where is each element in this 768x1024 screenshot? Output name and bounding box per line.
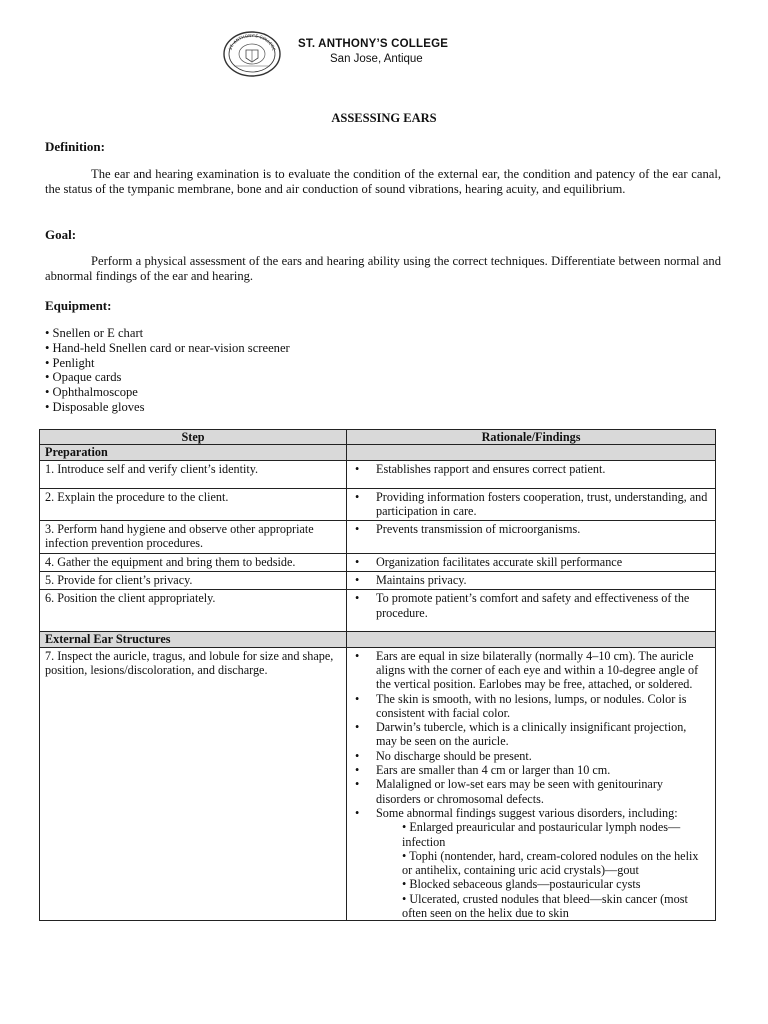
list-item: • Penlight xyxy=(45,355,95,370)
rationale-cell: • To promote patient’s comfort and safety and effectiveness of the procedure. xyxy=(352,591,710,620)
finding-item: • Ears are smaller than 4 cm or larger than 10 cm. xyxy=(352,763,710,777)
step-cell: 7. Inspect the auricle, tragus, and lobule for size and shape, position, lesions/discoloration, and discharge. xyxy=(40,647,347,921)
table-row xyxy=(40,590,716,632)
list-item: • Snellen or E chart xyxy=(45,326,144,340)
group-label-external-ear: External Ear Structures xyxy=(40,632,347,647)
sub-finding-item: • Blocked sebaceous glands—postauricular cysts xyxy=(402,877,641,892)
table-row xyxy=(40,488,716,521)
letterhead xyxy=(222,30,542,78)
list-item: • Hand-held Snellen card or near-vision screener xyxy=(45,340,290,355)
column-header-step: Step xyxy=(40,430,347,445)
step-cell: 2. Explain the procedure to the client. xyxy=(40,488,347,521)
step-cell: 6. Position the client appropriately. xyxy=(40,590,347,632)
rationale-cell: • Prevents transmission of microorganisms. xyxy=(352,522,710,536)
step-cell: 1. Introduce self and verify client’s identity. xyxy=(40,460,347,488)
table-row xyxy=(40,553,716,571)
goal-text: Perform a physical assessment of the ears and hearing ability using the correct techniques. Differentiate between normal and abnormal findings of the ear and hearing. xyxy=(45,254,721,283)
seal-text: ST. ANTHONY'S COLLEGE xyxy=(227,32,277,52)
goal-heading: Goal: xyxy=(45,227,77,242)
definition-text: The ear and hearing examination is to evaluate the condition of the external ear, the condition and patency of the ear canal, the status of the tympanic membrane, bone and air conduction of sound vibrations, hearing acuity, and equilibrium. xyxy=(45,167,721,196)
table-row xyxy=(40,521,716,554)
equipment-list xyxy=(45,326,290,415)
finding-item: • Darwin’s tubercle, which is a clinically insignificant projection, may be seen on the auricle. xyxy=(352,720,710,749)
list-item: • Disposable gloves xyxy=(45,399,145,414)
table-row xyxy=(40,647,716,921)
finding-item: • Ears are equal in size bilaterally (normally 4–10 cm). The auricle aligns with the corner of each eye and within a 10-degree angle of the vertical position. Earlobes may be free, attached, or soldered. xyxy=(352,649,710,692)
table-row xyxy=(40,460,716,488)
finding-item: • No discharge should be present. xyxy=(352,749,710,763)
definition-heading: Definition: xyxy=(45,139,105,154)
table-row xyxy=(40,572,716,590)
group-label-preparation: Preparation xyxy=(40,445,347,460)
step-cell: 5. Provide for client’s privacy. xyxy=(40,572,347,590)
rationale-cell: • Organization facilitates accurate skill performance xyxy=(352,555,710,569)
rationale-cell: • Maintains privacy. xyxy=(352,573,710,587)
college-seal-icon xyxy=(222,30,282,78)
step-cell: 3. Perform hand hygiene and observe other appropriate infection prevention procedures. xyxy=(40,521,347,554)
page-title: ASSESSING EARS xyxy=(331,111,437,125)
rationale-cell: • Establishes rapport and ensures correct patient. xyxy=(352,462,710,476)
finding-item: • Malaligned or low-set ears may be seen with genitourinary disorders or chromosomal defects. xyxy=(352,777,710,806)
list-item: • Ophthalmoscope xyxy=(45,385,138,400)
sub-finding-item: • Ulcerated, crusted nodules that bleed—skin cancer (most often seen on the helix due to skin xyxy=(402,891,688,921)
equipment-heading: Equipment: xyxy=(45,298,112,313)
list-item: • Opaque cards xyxy=(45,370,122,385)
rationale-cell: • Providing information fosters cooperation, trust, understanding, and participation in care. xyxy=(352,490,710,519)
finding-item: • Some abnormal findings suggest various disorders, including: xyxy=(352,806,710,820)
sub-finding-item: • Enlarged preauricular and postauricular lymph nodes—infection xyxy=(402,820,681,849)
column-header-rationale: Rationale/Findings xyxy=(347,430,716,445)
step-cell: 4. Gather the equipment and bring them to bedside. xyxy=(40,553,347,571)
finding-item: • The skin is smooth, with no lesions, lumps, or nodules. Color is consistent with facial color. xyxy=(352,692,710,721)
college-name: ST. ANTHONY’S COLLEGE xyxy=(298,38,449,50)
college-location: San Jose, Antique xyxy=(330,53,423,65)
procedure-table xyxy=(39,429,716,921)
sub-finding-item: • Tophi (nontender, hard, cream-colored nodules on the helix or antihelix, containing uric acid crystals)—gout xyxy=(402,848,699,878)
